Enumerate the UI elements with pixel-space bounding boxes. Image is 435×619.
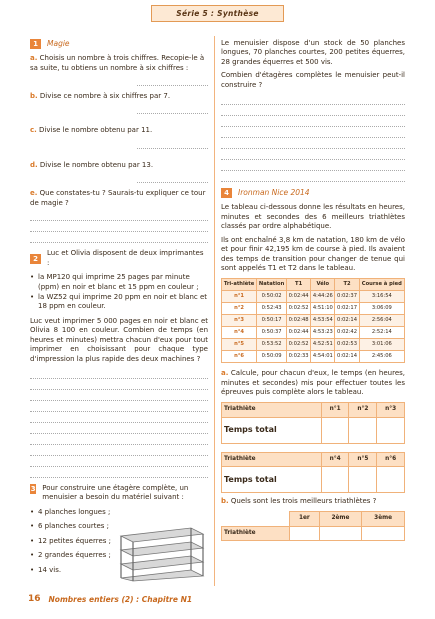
total-label: Temps total [222, 417, 322, 443]
column-header: Tri-athlète [222, 279, 257, 291]
section-number: 4 [221, 188, 232, 198]
table-header-row [222, 279, 405, 291]
answer-table-2: Triathlète n°4 n°5 n°6 Temps total [221, 452, 405, 494]
answer-line[interactable] [30, 467, 208, 478]
table-row: n°5 0:53:52 0:02:52 4:52:51 0:02:53 3:01:06 [222, 339, 405, 351]
list-item: • 6 planches courtes ; [30, 522, 120, 531]
ironman-details: Ils ont enchaîné 3,8 km de natation, 180 km de vélo et pour finir 42,195 km de course à pied. Ils avaient des temps de transition pour changer de tenue qui sont appelés T1 et T2 dans le tableau. [221, 235, 405, 272]
section-number: 3 [30, 485, 36, 493]
right-column [221, 39, 405, 549]
answer-line[interactable] [30, 368, 208, 379]
answer-line[interactable] [30, 434, 208, 445]
section-title: Ironman Nice 2014 [238, 188, 310, 198]
answer-cell[interactable] [290, 526, 319, 541]
chapter-label: Nombres entiers (2) : Chapitre N1 [48, 594, 193, 604]
table-row: n°4 0:50:37 0:02:44 4:53:23 0:02:42 2:52:14 [222, 327, 405, 339]
column-header: Natation [257, 279, 287, 291]
total-label: Temps total [222, 467, 322, 493]
question-4b: b. Quels sont les trois meilleurs triathlètes ? [221, 497, 377, 506]
answer-cell[interactable] [377, 417, 405, 443]
table-row: n°3 0:50:17 0:02:48 4:53:54 0:02:14 2:56:04 [222, 315, 405, 327]
list-item: • la MP120 qui imprime 25 pages par minute (ppm) en noir et blanc et 15 ppm en couleur ; [30, 273, 208, 292]
section-title: Magie [47, 39, 70, 48]
list-item: • la WZ52 qui imprime 20 ppm en noir et blanc et 18 ppm en couleur. [30, 293, 208, 312]
question-e: e. Que constates-tu ? Saurais-tu expliquer ce tour de magie ? [30, 189, 206, 207]
answer-line[interactable] [30, 423, 208, 434]
answer-line[interactable] [30, 379, 208, 390]
answer-cell[interactable] [362, 526, 405, 541]
section-4-heading [221, 188, 405, 198]
answer-line[interactable] [30, 390, 208, 401]
question-c: c. Divise le nombre obtenu par 11. [30, 126, 153, 135]
answer-table-1: Triathlète n°1 n°2 n°3 Temps total [221, 402, 405, 444]
question-b: b. Divise ce nombre à six chiffres par 7. [30, 92, 171, 100]
answer-cell[interactable] [321, 417, 349, 443]
answer-line[interactable] [30, 412, 208, 423]
table-row: n°1 0:50:02 0:02:44 4:44:26 0:02:37 3:16:54 [222, 291, 405, 303]
column-header: T2 [335, 279, 359, 291]
list-item: • 4 planches longues ; [30, 508, 120, 517]
answer-line[interactable] [137, 75, 208, 86]
stock-question: Combien d'étagères complètes le menuisier peut-il construire ? [221, 71, 405, 89]
answer-line[interactable] [30, 221, 208, 232]
column-header: Vélo [311, 279, 335, 291]
material-list [30, 508, 120, 575]
table-row: n°6 0:50:09 0:02:33 4:54:01 0:02:14 2:45:06 [222, 351, 405, 363]
answer-cell[interactable] [349, 467, 377, 493]
answer-line[interactable] [30, 232, 208, 243]
page-number: 16 [28, 594, 41, 604]
printer-list [30, 273, 208, 312]
header-band [0, 0, 435, 27]
shelf-illustration [117, 522, 207, 582]
list-item: • 12 petites équerres ; [30, 537, 120, 546]
section-number: 2 [30, 254, 41, 264]
question-a: a. Choisis un nombre à trois chiffres. Recopie-le à sa suite, tu obtiens un nombre à six chiffres : [30, 54, 205, 72]
page-footer [28, 594, 192, 604]
answer-cell[interactable] [349, 417, 377, 443]
column-divider [214, 36, 215, 586]
answer-cell[interactable] [319, 526, 362, 541]
answer-line[interactable] [221, 171, 405, 182]
page-title: Série 5 : Synthèse [151, 5, 284, 22]
table-row: n°2 0:52:43 0:02:52 4:51:10 0:02:17 3:06:09 [222, 303, 405, 315]
answer-line[interactable] [30, 401, 208, 412]
stock-paragraph: Le menuisier dispose d'un stock de 50 planches longues, 70 planches courtes, 200 petites équerres, 28 grandes équerres et 500 vis. [221, 39, 405, 66]
answer-line[interactable] [221, 149, 405, 160]
section-3-heading [30, 484, 208, 503]
section-number: 1 [30, 39, 41, 49]
answer-line[interactable] [137, 103, 208, 114]
section-intro: Pour construire une étagère complète, un menuisier a besoin du matériel suivant : [42, 484, 189, 502]
answer-line[interactable] [221, 116, 405, 127]
answer-cell[interactable] [377, 467, 405, 493]
left-column [30, 39, 208, 580]
section-1-heading [30, 39, 208, 49]
ironman-intro: Le tableau ci-dessous donne les résultats en heures, minutes et secondes des 6 meilleurs triathlètes classés par ordre alphabétique. [221, 203, 405, 231]
answer-line[interactable] [221, 160, 405, 171]
column-header: Course à pied [359, 279, 404, 291]
section-2-heading [30, 249, 208, 268]
answer-line[interactable] [30, 456, 208, 467]
question-d: d. Divise le nombre obtenu par 13. [30, 160, 154, 169]
answer-line[interactable] [221, 94, 405, 105]
list-item: • 14 vis. [30, 566, 120, 575]
question-4a: a. Calcule, pour chacun d'eux, le temps (en heures, minutes et secondes) mis pour effectuer toutes les épreuves puis complète alors le tableau. [221, 369, 406, 397]
answer-line[interactable] [221, 105, 405, 116]
answer-line[interactable] [30, 210, 208, 221]
answer-line[interactable] [221, 138, 405, 149]
answer-line[interactable] [137, 138, 208, 149]
section-2-question: Luc veut imprimer 5 000 pages en noir et blanc et Olivia 8 100 en couleur. Combien de temps (en heures et minutes) mettra chacun d'eux pour tout imprimer en choisissant pour chaque type d'impression la plus rapide des deux machines ? [30, 316, 208, 363]
list-item: • 2 grandes équerres ; [30, 551, 120, 560]
answer-line[interactable] [30, 445, 208, 456]
ranking-table: 1er 2ème 3ème Triathlète [221, 511, 405, 542]
results-table [221, 278, 405, 363]
answer-cell[interactable] [321, 467, 349, 493]
answer-line[interactable] [221, 127, 405, 138]
section-intro: Luc et Olivia disposent de deux imprimantes : [47, 249, 204, 267]
column-header: T1 [287, 279, 311, 291]
answer-line[interactable] [137, 172, 208, 183]
